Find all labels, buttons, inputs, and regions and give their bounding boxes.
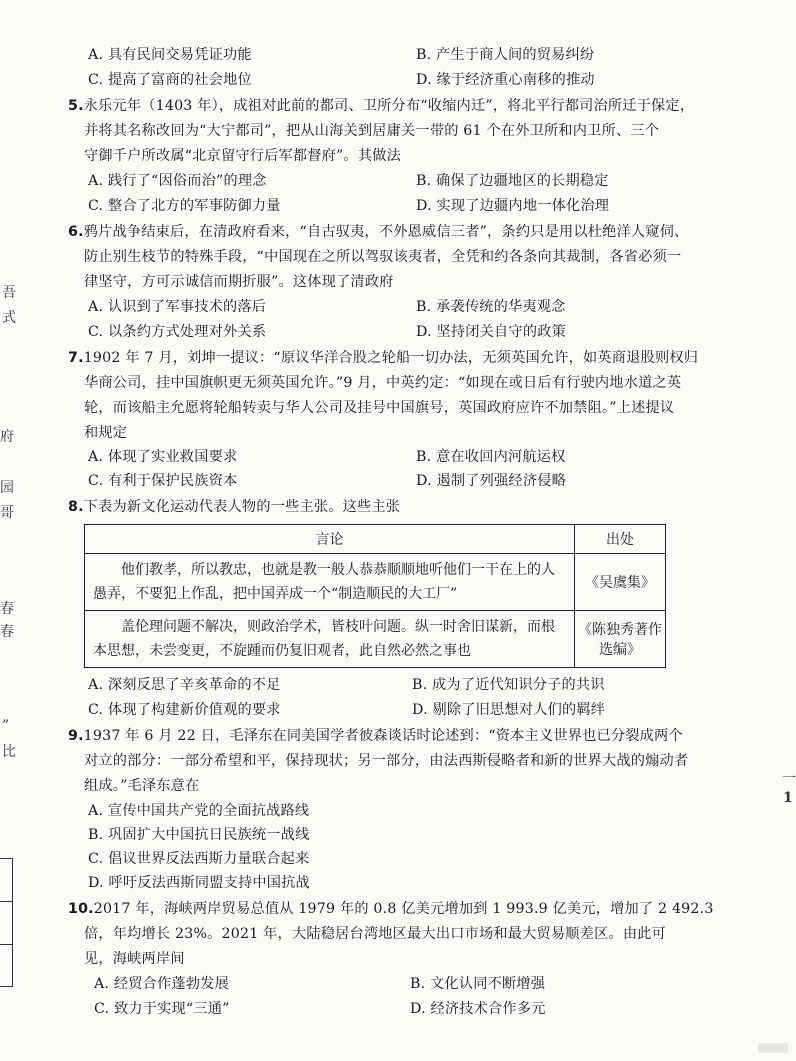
- q6-stem-line-2: 防止别生枝节的特殊手段，“中国现在之所以驾驭该夷者，全凭和约各条向其裁制，各省必须一: [84, 249, 682, 265]
- q9-option-c[interactable]: C. 倡议世界反法西斯力量联合起来: [88, 851, 310, 867]
- margin-mark: 比: [2, 744, 16, 760]
- q6-option-a[interactable]: A. 认识到了军事技术的落后: [88, 299, 267, 315]
- q7-option-b[interactable]: B. 意在收回内河航运权: [416, 449, 566, 465]
- q7-number: 7.: [68, 350, 84, 366]
- q4-option-a[interactable]: A. 具有民间交易凭证功能: [88, 47, 252, 63]
- margin-mark: 吾: [2, 285, 16, 301]
- q7-option-a[interactable]: A. 体现了实业救国要求: [88, 449, 238, 465]
- table-cell-source: 《吴虞集》: [575, 554, 666, 611]
- q9-stem-line-3: 组成。”毛泽东意在: [84, 778, 200, 794]
- q7-stem-line-1: 7.1902 年 7 月，刘坤一提议：“原议华洋合股之轮船一切办法，无须英国允许，如英商退股则权归: [68, 350, 699, 366]
- margin-mark: ”: [2, 718, 10, 734]
- q7-stem-line-3: 轮，而该船主允愿将轮船转卖与华人公司及挂号中国旗号，英国政府应许不加禁阻。”上述提议: [84, 400, 675, 416]
- q9-option-d[interactable]: D. 呼吁反法西斯同盟支持中国抗战: [88, 875, 310, 891]
- q4-option-b[interactable]: B. 产生于商人间的贸易纠纷: [416, 47, 595, 63]
- q6-option-d[interactable]: D. 坚持闭关自守的政策: [416, 324, 566, 340]
- q6-stem-line-3: 律坚守，方可示诚信而期折服”。这体现了清政府: [84, 274, 394, 290]
- q5-option-c[interactable]: C. 整合了北方的军事防御力量: [88, 198, 281, 214]
- table-cell-quote: 他们教孝，所以教忠，也就是教一般人恭恭顺顺地听他们一干在上的人愚弄，不要犯上作乱，把中国弄成一个“制造顺民的大工厂”: [85, 554, 575, 611]
- q5-option-a[interactable]: A. 践行了“因俗而治”的理念: [88, 173, 267, 189]
- q10-stem-line-3: 见，海峡两岸间: [84, 951, 185, 967]
- scanner-watermark-icon: [758, 1043, 788, 1053]
- q8-stem-line-1: 8.下表为新文化运动代表人物的一些主张。这些主张: [68, 499, 401, 515]
- q6-number: 6.: [68, 224, 84, 240]
- margin-box-fragment: [0, 858, 13, 902]
- q7-stem-line-4: 和规定: [84, 425, 128, 441]
- margin-box-fragment: [0, 900, 13, 945]
- table-header-source: 出处: [575, 525, 666, 554]
- q7-stem-line-2: 华商公司，挂中国旗帜更无须英国允许。”9 月，中英约定：“如现在或日后有行驶内地水道之英: [84, 375, 682, 391]
- margin-mark: 1: [783, 790, 793, 806]
- q6-option-c[interactable]: C. 以条约方式处理对外关系: [88, 324, 267, 340]
- q9-number: 9.: [68, 728, 84, 744]
- q5-number: 5.: [68, 98, 84, 114]
- q7-option-c[interactable]: C. 有利于保护民族资本: [88, 473, 238, 489]
- q10-option-c[interactable]: C. 致力于实现“三通”: [94, 1001, 230, 1017]
- q5-stem-line-2: 并将其名称改回为“大宁都司”，把从山海关到居庸关一带的 61 个在外卫所和内卫所、三个: [84, 123, 660, 139]
- q10-number: 10.: [68, 901, 94, 917]
- q8-option-d[interactable]: D. 剔除了旧思想对人们的羁绊: [412, 702, 606, 718]
- q6-stem-line-1: 6.鸦片战争结束后，在清政府看来，“自古驭夷，不外恩威信三者”，条约只是用以杜绝洋人窥伺、: [68, 224, 689, 240]
- q5-option-d[interactable]: D. 实现了边疆内地一体化治理: [416, 198, 610, 214]
- margin-mark: 春: [0, 601, 14, 617]
- q7-option-d[interactable]: D. 遏制了列强经济侵略: [416, 473, 566, 489]
- q10-option-d[interactable]: D. 经济技术合作多元: [410, 1001, 546, 1017]
- margin-mark: 式: [2, 310, 16, 326]
- q9-option-b[interactable]: B. 巩固扩大中国抗日民族统一战线: [88, 827, 310, 843]
- q5-stem-line-1: 5.永乐元年（1403 年），成祖对此前的都司、卫所分布“收缩内迁”，将北平行都司治所迁于保定，: [68, 98, 695, 114]
- table-row: [85, 554, 666, 611]
- q10-stem-line-1: 10.2017 年，海峡两岸贸易总值从 1979 年的 0.8 亿美元增加到 1 993.9 亿美元，增加了 2 492.3: [68, 901, 714, 917]
- q4-option-d[interactable]: D. 缘于经济重心南移的推动: [416, 72, 595, 88]
- q10-stem-line-2: 倍，年均增长 23%。2021 年，大陆稳居台湾地区最大出口市场和最大贸易顺差区。由此可: [84, 926, 667, 942]
- margin-mark: 春: [0, 624, 14, 640]
- q8-option-c[interactable]: C. 体现了构建新价值观的要求: [88, 702, 281, 718]
- q8-option-b[interactable]: B. 成为了近代知识分子的共识: [412, 677, 605, 693]
- table-header-quote: 言论: [85, 525, 575, 554]
- q4-option-c[interactable]: C. 提高了富商的社会地位: [88, 72, 252, 88]
- margin-box-fragment: [0, 944, 13, 987]
- q8-option-a[interactable]: A. 深刻反思了辛亥革命的不足: [88, 677, 281, 693]
- q5-stem-line-3: 守御千户所改属“北京留守行后军都督府”。其做法: [84, 148, 402, 164]
- table-header-row: [85, 525, 666, 554]
- q5-option-b[interactable]: B. 确保了边疆地区的长期稳定: [416, 173, 609, 189]
- table-cell-source: 《陈独秀著作选编》: [575, 611, 666, 668]
- margin-mark: 哥: [0, 505, 14, 521]
- margin-mark: 园: [0, 480, 14, 496]
- table-cell-quote: 盖伦理问题不解决，则政治学术，皆枝叶问题。纵一时舍旧谋新，而根本思想，未尝变更，不旋踵而仍复旧观者，此自然必然之事也: [85, 611, 575, 668]
- q6-option-b[interactable]: B. 承袭传统的华夷观念: [416, 299, 566, 315]
- q10-option-b[interactable]: B. 文化认同不断增强: [410, 976, 546, 992]
- q8-number: 8.: [68, 499, 84, 515]
- q10-option-a[interactable]: A. 经贸合作蓬勃发展: [94, 976, 229, 992]
- margin-mark: 府: [0, 429, 14, 445]
- q9-option-a[interactable]: A. 宣传中国共产党的全面抗战路线: [88, 803, 310, 819]
- q9-stem-line-2: 对立的部分：一部分希望和平，保持现状；另一部分，由法西斯侵略者和新的世界大战的煽动者: [84, 753, 689, 769]
- q9-stem-line-1: 9.1937 年 6 月 22 日，毛泽东在同美国学者彼森谈话时论述到：“资本主义世界也已分裂成两个: [68, 728, 683, 744]
- table-row: [85, 611, 666, 668]
- q8-quotes-table: [84, 524, 666, 668]
- margin-mark: 一: [782, 771, 796, 787]
